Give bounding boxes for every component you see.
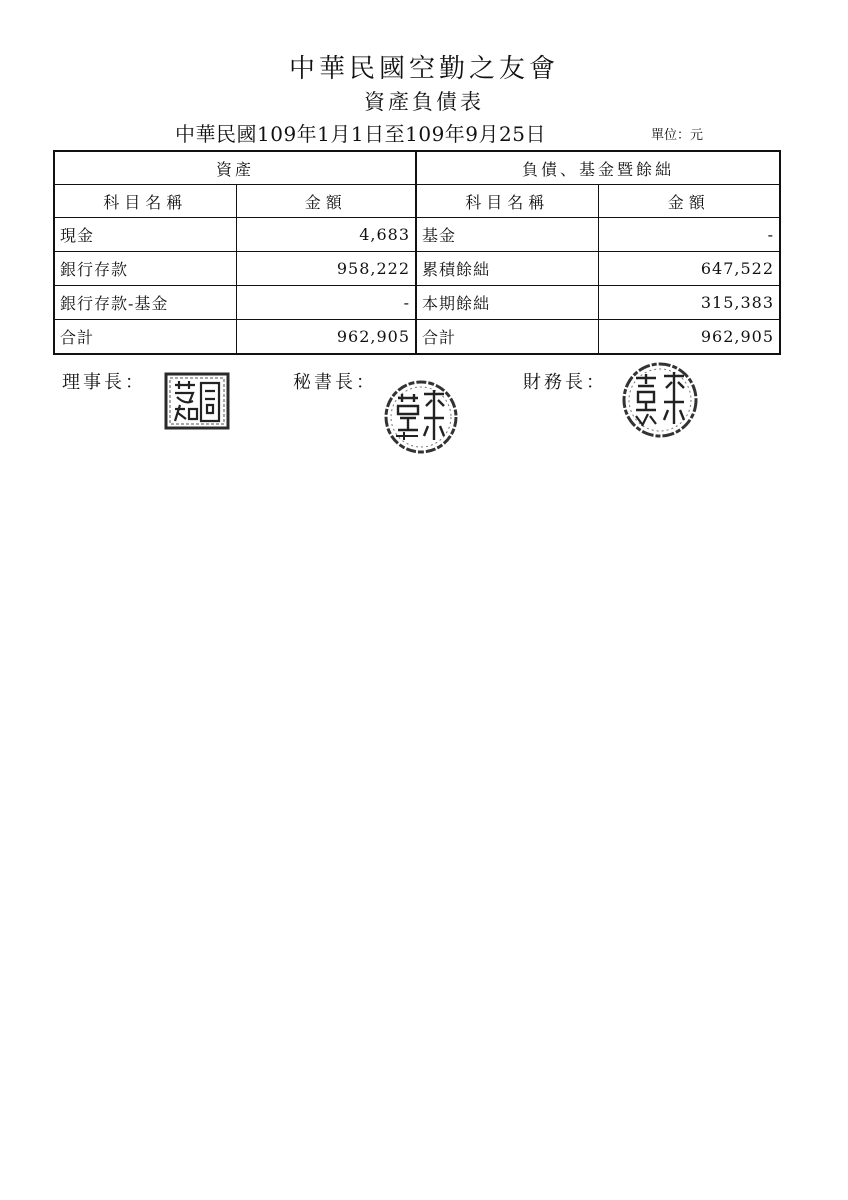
- liability-name-cell: 基金: [416, 218, 598, 252]
- asset-amount-column-header: 金額: [236, 185, 416, 218]
- asset-name-cell: 銀行存款: [54, 252, 236, 286]
- liability-amount-cell: -: [598, 218, 780, 252]
- liability-name-cell: 累積餘絀: [416, 252, 598, 286]
- table-row: [54, 218, 780, 252]
- asset-amount-cell: -: [236, 286, 416, 320]
- treasurer-label: 財務長：: [523, 372, 607, 393]
- liability-amount-cell: 315,383: [598, 286, 780, 320]
- document-title: 資產負債表: [364, 90, 484, 114]
- liability-name-column-header: 科目名稱: [416, 185, 598, 218]
- asset-name-column-header: 科目名稱: [54, 185, 236, 218]
- liability-amount-cell: 647,522: [598, 252, 780, 286]
- chairman-label: 理事長：: [62, 372, 146, 393]
- secretary-label: 秘書長：: [293, 372, 377, 393]
- total-row: [54, 320, 780, 355]
- reporting-period: 中華民國109年1月1日至109年9月25日: [175, 122, 546, 146]
- liability-total-amount: 962,905: [598, 320, 780, 355]
- column-header-row: [54, 185, 780, 218]
- liability-total-label: 合計: [416, 320, 598, 355]
- asset-name-cell: 銀行存款-基金: [54, 286, 236, 320]
- liabilities-header: 負債、基金暨餘絀: [416, 151, 780, 185]
- table-row: [54, 252, 780, 286]
- table-row: [54, 286, 780, 320]
- assets-header: 資產: [54, 151, 416, 185]
- asset-total-amount: 962,905: [236, 320, 416, 355]
- asset-amount-cell: 4,683: [236, 218, 416, 252]
- asset-total-label: 合計: [54, 320, 236, 355]
- organization-title: 中華民國空勤之友會: [288, 54, 559, 84]
- asset-amount-cell: 958,222: [236, 252, 416, 286]
- secretary-seal-stamp: [382, 378, 460, 456]
- section-header-row: [54, 151, 780, 185]
- treasurer-seal-stamp: [620, 360, 700, 440]
- liability-name-cell: 本期餘絀: [416, 286, 598, 320]
- currency-unit: 單位：元: [651, 128, 704, 143]
- balance-sheet-table: [53, 150, 781, 355]
- chairman-seal-stamp: [163, 371, 231, 431]
- liability-amount-column-header: 金額: [598, 185, 780, 218]
- asset-name-cell: 現金: [54, 218, 236, 252]
